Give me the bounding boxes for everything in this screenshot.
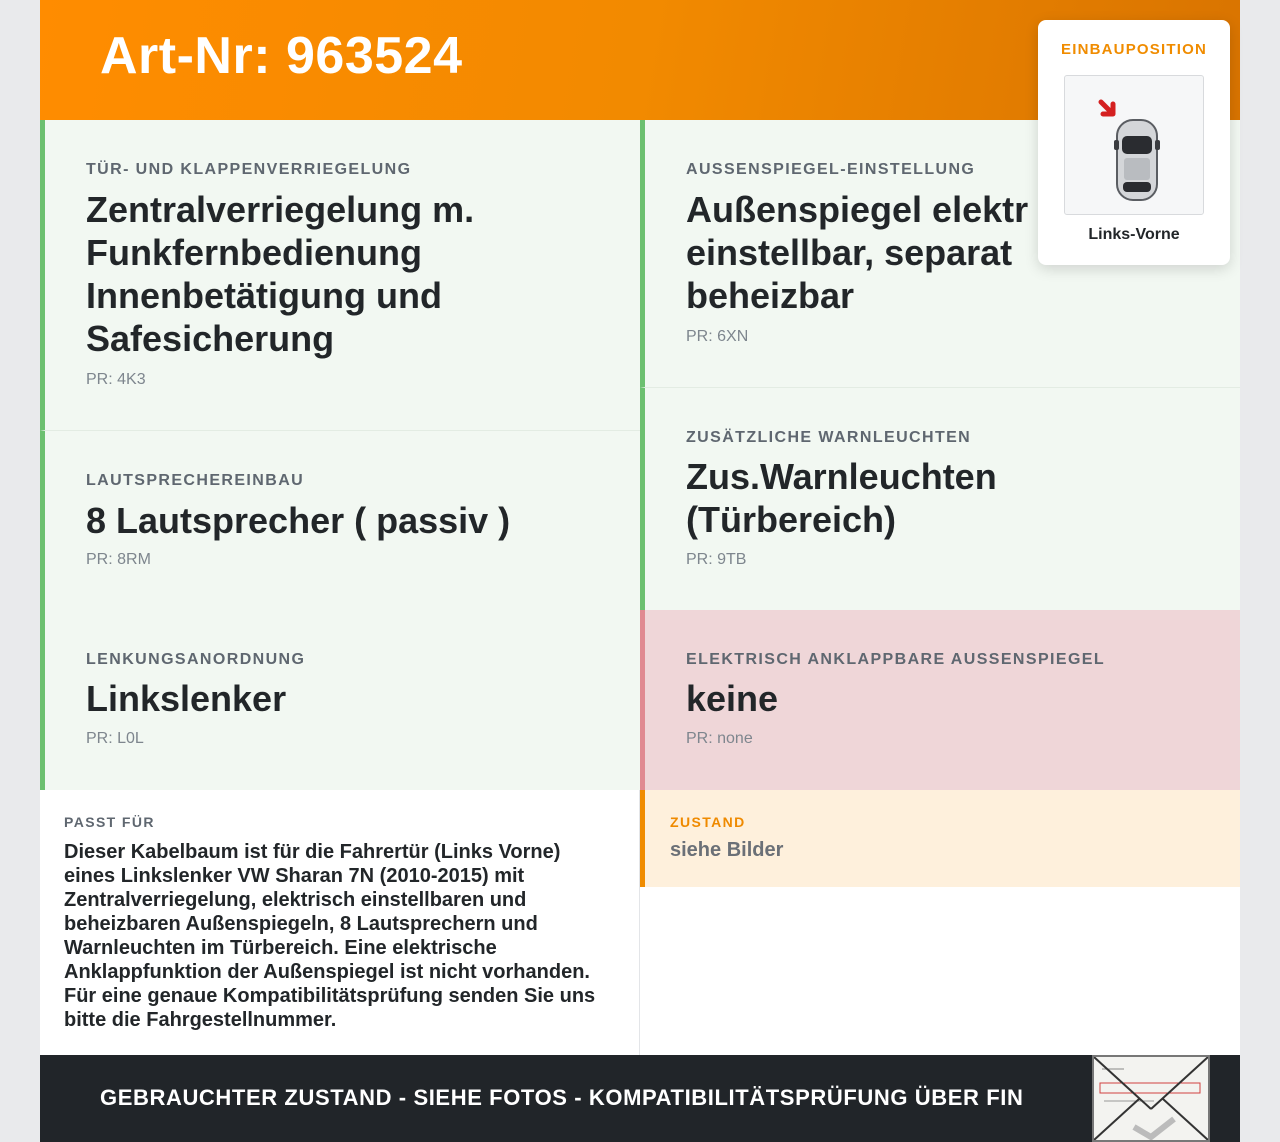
feature-label: LENKUNGSANORDNUNG <box>86 651 306 668</box>
feature-pr-code: PR: 4K3 <box>86 371 146 388</box>
feature-pr-code: PR: L0L <box>86 730 144 747</box>
article-number-title: Art-Nr: 963524 <box>100 27 463 85</box>
condition-label: ZUSTAND <box>670 814 746 830</box>
compatibility-section <box>40 790 640 1055</box>
feature-value: Zentralverriegelung m. Funkfernbedienung Innenbetätigung und Safesicherung <box>86 189 475 359</box>
feature-card-speakers <box>40 430 640 610</box>
feature-value: Außenspiegel elektr einstellbar, separat beheizbar <box>686 189 1029 316</box>
condition-value: siehe Bilder <box>670 839 784 861</box>
car-position-image <box>1064 75 1204 215</box>
feature-label: ELEKTRISCH ANKLAPPBARE AUSSENSPIEGEL <box>686 651 1106 668</box>
feature-card-folding-mirrors <box>640 610 1240 790</box>
vehicle-document-thumbnail <box>1092 1055 1210 1142</box>
feature-label: AUSSENSPIEGEL-EINSTELLUNG <box>686 161 976 178</box>
footer-banner <box>40 1055 1240 1142</box>
feature-value: Zus.Warnleuchten (Türbereich) <box>686 456 997 540</box>
feature-card-warning-lights <box>640 387 1240 610</box>
feature-card-door-locking <box>40 120 640 430</box>
feature-pr-code: PR: 8RM <box>86 551 151 568</box>
car-top-view-icon <box>1065 76 1205 216</box>
feature-value: 8 Lautsprecher ( passiv ) <box>86 500 511 541</box>
feature-label: TÜR- UND KLAPPENVERRIEGELUNG <box>86 161 412 178</box>
feature-pr-code: PR: 9TB <box>686 551 747 568</box>
compatibility-text: Dieser Kabelbaum ist für die Fahrertür (Links Vorne) eines Linkslenker VW Sharan 7N (2010-2015) mit Zentralverriegelung, elektrisch einstellbaren und beheizbaren Außenspiegeln, 8 Lautsprechern und Warnleuchten im Türbereich. Eine elektrische Anklappfunktion der Außenspiegel ist nicht vorhanden. Für eine genaue Kompatibilitätsprüfung senden Sie uns bitte die Fahrgestellnummer. <box>64 841 596 1031</box>
feature-pr-code: PR: none <box>686 730 753 747</box>
installation-position-value: Links-Vorne <box>1088 226 1180 243</box>
envelope-icon <box>1094 1057 1208 1140</box>
feature-label: LAUTSPRECHEREINBAU <box>86 472 305 489</box>
feature-value: Linkslenker <box>86 678 287 719</box>
installation-position-card <box>1038 20 1230 265</box>
feature-value: keine <box>686 678 779 719</box>
compatibility-label: PASST FÜR <box>64 814 155 830</box>
feature-pr-code: PR: 6XN <box>686 328 749 345</box>
footer-text: GEBRAUCHTER ZUSTAND - SIEHE FOTOS - KOMPATIBILITÄTSPRÜFUNG ÜBER FIN <box>100 1085 1024 1110</box>
installation-position-label: EINBAUPOSITION <box>1061 41 1207 58</box>
condition-section <box>640 790 1240 887</box>
feature-label: ZUSÄTZLICHE WARNLEUCHTEN <box>686 429 972 446</box>
feature-card-steering <box>40 610 640 790</box>
